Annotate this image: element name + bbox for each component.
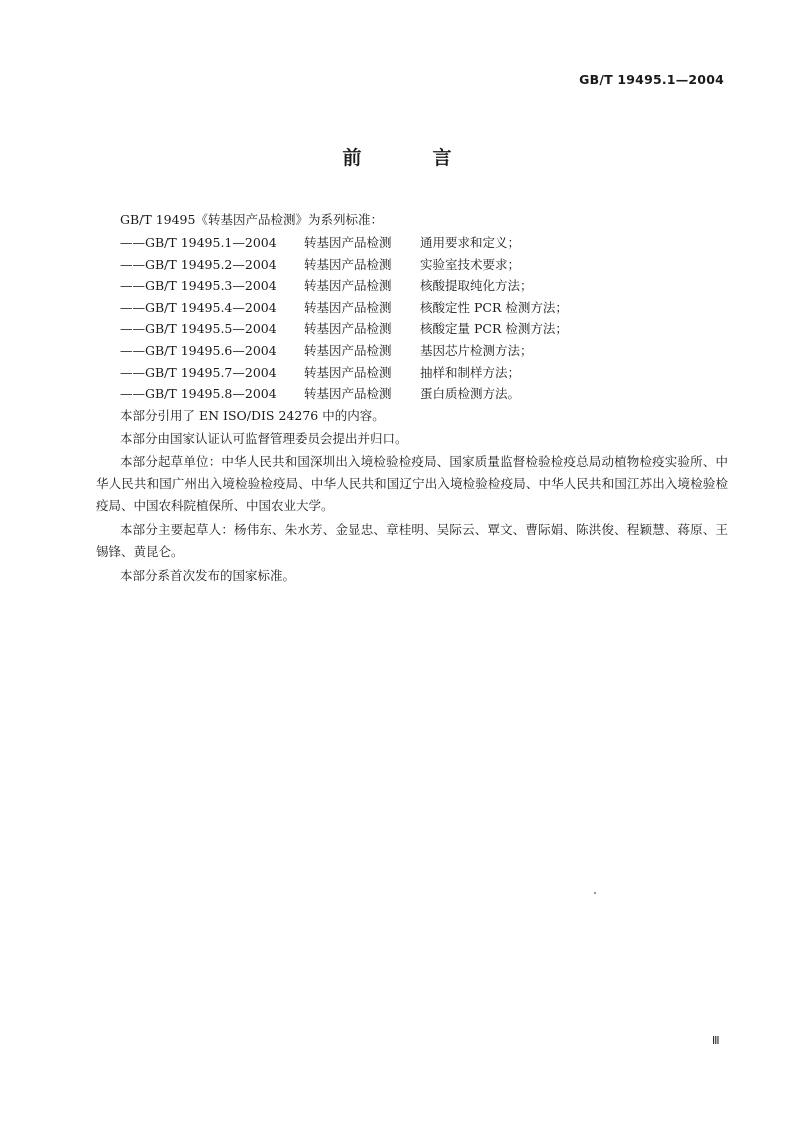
foreword-body [96, 209, 728, 587]
first-release-paragraph: 本部分系首次发布的国家标准。 [120, 567, 296, 583]
scan-speck [594, 892, 596, 894]
series-item-part: 蛋白质检测方法。 [420, 386, 521, 402]
series-item-product: 转基因产品检测 [304, 278, 392, 294]
series-item-part: 抽样和制样方法； [420, 364, 521, 380]
drafters-paragraph: 本部分主要起草人：杨伟东、朱水芳、金显忠、章桂明、吴际云、覃文、曹际娟、陈洪俊、程颖慧、蒋原、王锡锋、黄昆仑。 [96, 521, 728, 559]
series-item-product: 转基因产品检测 [304, 342, 392, 358]
series-item-number: ——GB/T 19495.8—2004 [120, 386, 277, 402]
series-item-part: 核酸提取纯化方法； [420, 278, 533, 294]
proposed-by-paragraph: 本部分由国家认证认可监督管理委员会提出并归口。 [120, 430, 408, 446]
series-list [96, 232, 728, 405]
reference-paragraph: 本部分引用了 EN ISO/DIS 24276 中的内容。 [120, 407, 385, 423]
page-title: 前 言 [342, 147, 478, 169]
series-item-number: ——GB/T 19495.4—2004 [120, 299, 277, 315]
series-item-number: ——GB/T 19495.3—2004 [120, 278, 277, 294]
page-number: Ⅲ [712, 1034, 720, 1047]
series-item [120, 340, 728, 362]
series-item [120, 275, 728, 297]
series-item-product: 转基因产品检测 [304, 256, 392, 272]
series-item [120, 383, 728, 405]
series-item-part: 核酸定量 PCR 检测方法； [420, 321, 568, 337]
series-item-part: 核酸定性 PCR 检测方法； [420, 299, 568, 315]
series-item-product: 转基因产品检测 [304, 299, 392, 315]
series-item-part: 通用要求和定义； [420, 235, 521, 250]
series-item-product: 转基因产品检测 [304, 364, 392, 380]
series-item-number: ——GB/T 19495.1—2004 [120, 235, 277, 250]
series-item [120, 297, 728, 319]
series-item-number: ——GB/T 19495.2—2004 [120, 256, 277, 272]
series-item-part: 基因芯片检测方法； [420, 342, 533, 358]
series-item-product: 转基因产品检测 [304, 321, 392, 337]
series-item [120, 318, 728, 340]
series-item-number: ——GB/T 19495.7—2004 [120, 364, 277, 380]
series-item-product: 转基因产品检测 [304, 235, 392, 250]
series-item-number: ——GB/T 19495.6—2004 [120, 342, 277, 358]
series-item [120, 362, 728, 384]
drafting-units-paragraph: 本部分起草单位：中华人民共和国深圳出入境检验检疫局、国家质量监督检验检疫总局动植物检疫实验所、中华人民共和国广州出入境检验检疫局、中华人民共和国辽宁出入境检验检疫局、中华人民共和国江苏出入境检验检疫局、中国农科院植保所、中国农业大学。 [96, 453, 728, 513]
series-item [120, 254, 728, 276]
series-intro: GB/T 19495《转基因产品检测》为系列标准： [120, 212, 383, 227]
standard-number: GB/T 19495.1—2004 [579, 72, 724, 87]
series-item-number: ——GB/T 19495.5—2004 [120, 321, 277, 337]
series-item-part: 实验室技术要求； [420, 256, 521, 272]
series-item-product: 转基因产品检测 [304, 386, 392, 402]
series-item [120, 232, 728, 254]
